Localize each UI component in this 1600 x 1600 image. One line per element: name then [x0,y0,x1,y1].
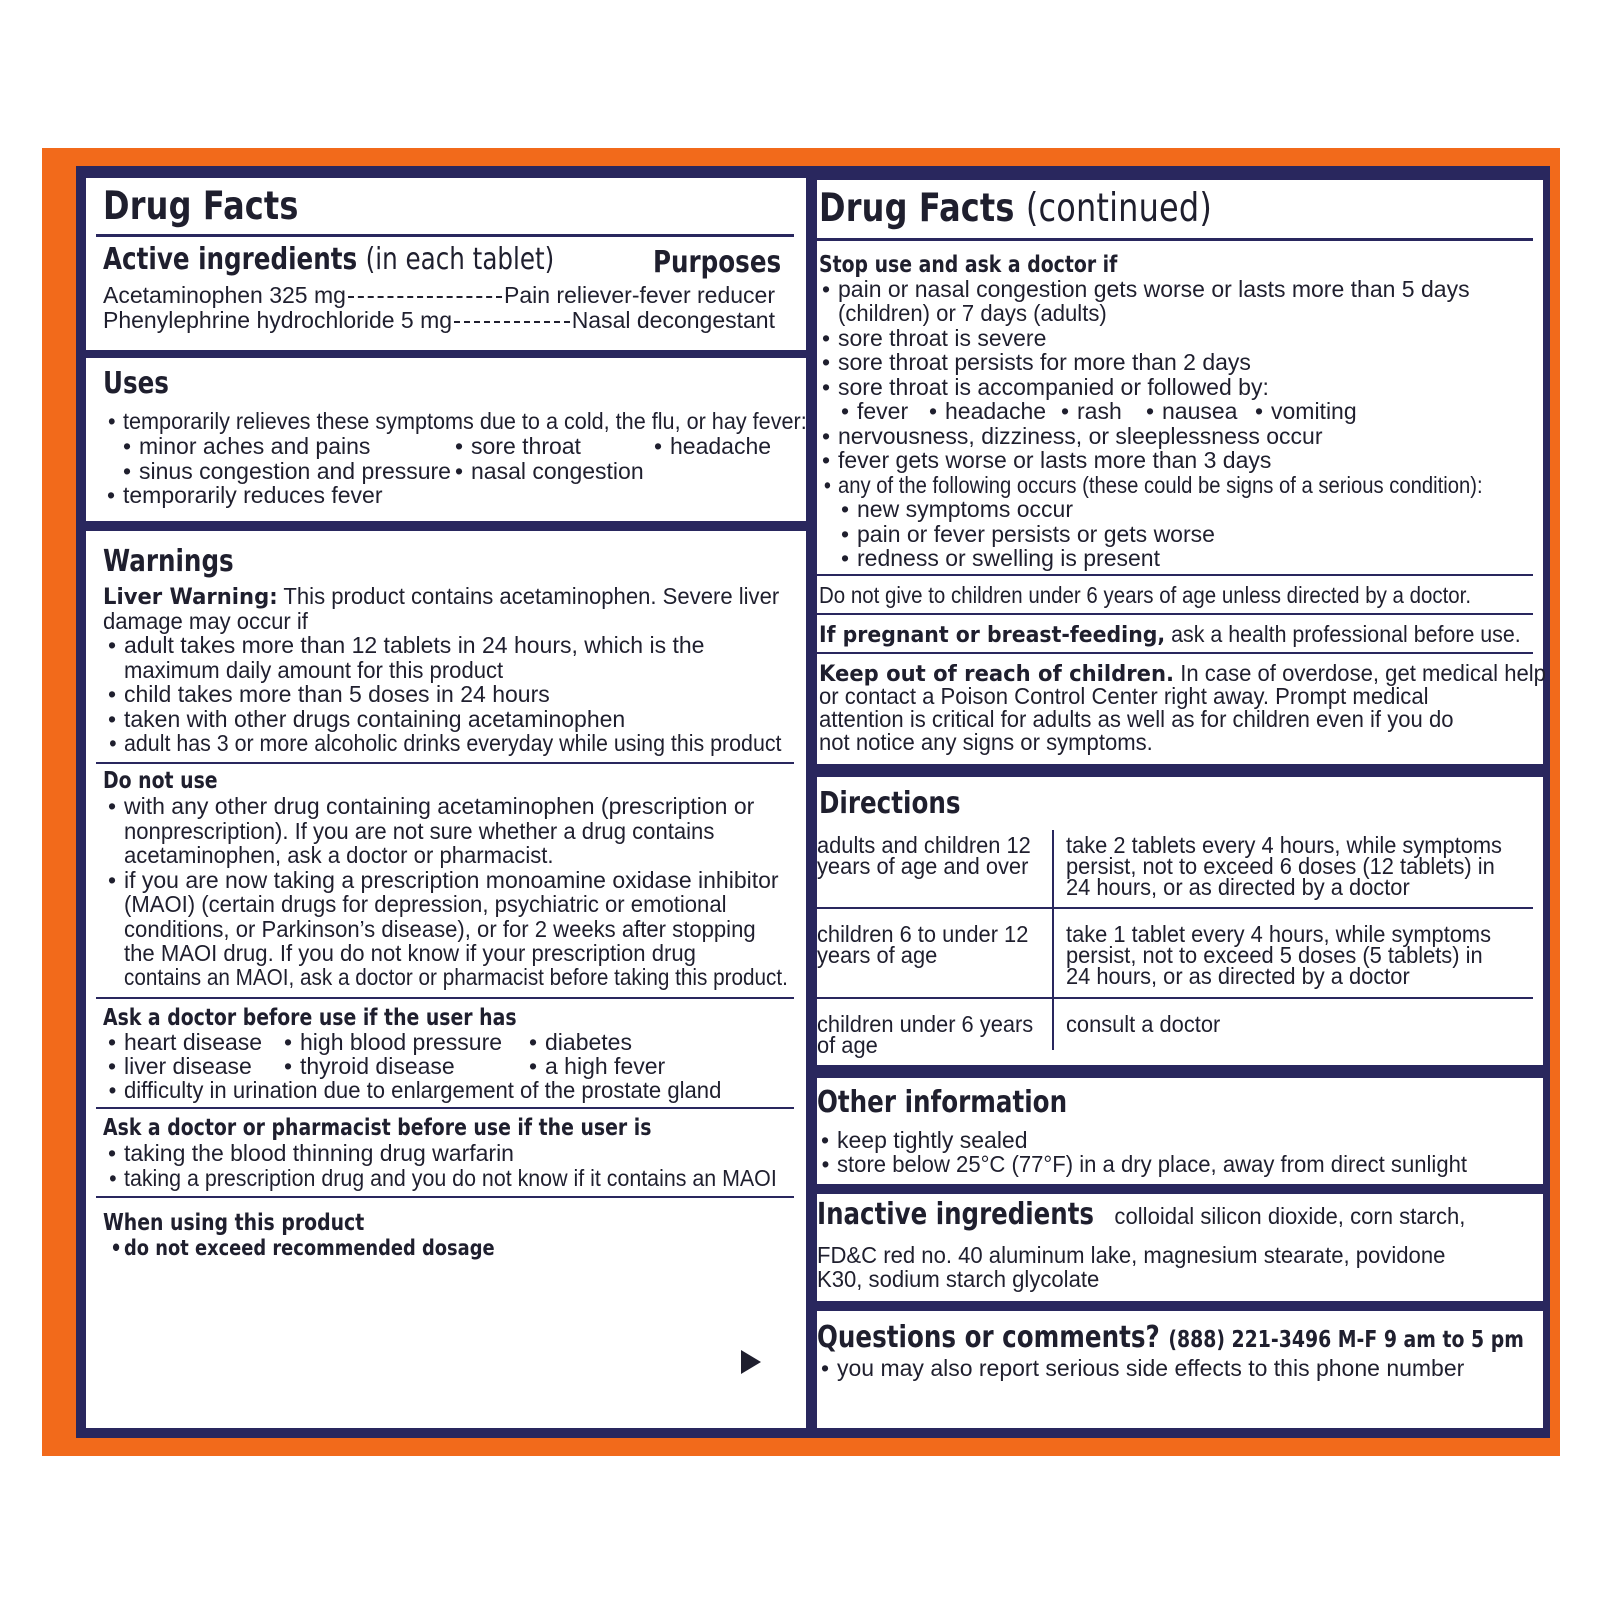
symptom-item: • headache [945,399,1046,423]
directions-dose: 24 hours, or as directed by a doctor [1066,874,1410,900]
directions-who: years of age and over [817,853,1029,879]
directions-who: children under 6 years [817,1011,1034,1037]
purposes-heading: Purposes [653,245,782,280]
ask-doctor-item: • diabetes [545,1030,632,1054]
uses-line: • temporarily reduces fever [123,483,383,507]
liver-item: • child takes more than 5 doses in 24 hours [124,682,550,706]
directions-who: children 6 to under 12 [817,921,1029,947]
drug-facts-continued-title: Drug Facts (continued) [819,186,1212,231]
divider [96,1107,794,1109]
section-divider-band [817,1301,1543,1311]
ask-pharmacist-heading: Ask a doctor or pharmacist before use if the user is [103,1115,652,1141]
serious-sign-item: • new symptoms occur [857,497,1073,521]
pregnant-warning: If pregnant or breast-feeding, ask a health professional before use. [819,621,1521,648]
drug-facts-title: Drug Facts [103,184,299,229]
directions-column-divider [1052,830,1054,1050]
table-divider [811,907,1533,909]
directions-heading: Directions [819,786,961,821]
children-note: Do not give to children under 6 years of age unless directed by a doctor. [819,582,1472,608]
directions-who: years of age [817,942,938,968]
inactive-ingredients: Inactive ingredients colloidal silicon dioxide, corn starch, [817,1197,1466,1232]
section-divider-band [817,1184,1543,1194]
liver-warning-cont: damage may occur if [103,608,308,634]
keep-out-of-reach: Keep out of reach of children. In case of overdose, get medical help [819,660,1546,687]
ingredient-row-acetaminophen: Acetaminophen 325 mg Pain reliever-fever reducer [103,282,775,308]
directions-dose: take 2 tablets every 4 hours, while symptoms [1066,832,1502,858]
liver-warning: Liver Warning: This product contains acetaminophen. Severe liver [103,583,780,610]
uses-sub-item: • sore throat [471,434,581,458]
do-not-use-item: • if you are now taking a prescription monoamine oxidase inhibitor [124,868,779,892]
keep-out-of-reach-cont: attention is critical for adults as well as for children even if you do [819,706,1454,732]
drug-facts-panel-left [86,178,806,1428]
stop-use-item: • sore throat is accompanied or followed by: [838,375,1269,399]
table-divider [811,997,1533,999]
directions-dose: persist, not to exceed 6 doses (12 tablets) in [1066,853,1495,879]
do-not-use-cont: acetaminophen, ask a doctor or pharmacist. [124,842,554,868]
directions-dose: 24 hours, or as directed by a doctor [1066,963,1410,989]
inactive-ingredients-cont: FD&C red no. 40 aluminum lake, magnesium stearate, povidone [817,1242,1446,1268]
ask-doctor-heading: Ask a doctor before use if the user has [103,1005,517,1031]
section-divider-band [86,350,806,358]
stop-use-item: • sore throat persists for more than 2 days [838,350,1251,374]
directions-dose: consult a doctor [1066,1011,1221,1037]
drug-facts-panel-right [817,180,1546,1428]
when-using-heading: When using this product [103,1210,365,1236]
other-information-heading: Other information [817,1085,1068,1120]
uses-heading: Uses [103,366,169,401]
do-not-use-cont: the MAOI drug. If you do not know if your prescription drug [124,940,696,966]
section-divider-band [86,521,806,531]
do-not-use-cont: conditions, or Parkinson’s disease), or for 2 weeks after stopping [124,916,756,942]
uses-line: • temporarily relieves these symptoms due to a cold, the flu, or hay fever: [123,409,807,433]
liver-item: • adult takes more than 12 tablets in 24 hours, which is the [124,633,704,657]
keep-out-of-reach-cont: not notice any signs or symptoms. [819,729,1153,755]
ask-doctor-item: • heart disease [124,1030,262,1054]
ask-doctor-item: • thyroid disease [300,1054,455,1078]
symptom-item: • vomiting [1271,399,1357,423]
warnings-heading: Warnings [103,544,234,579]
uses-sub-item: • nasal congestion [471,459,644,483]
active-ingredients-heading: Active ingredients (in each tablet) [103,242,555,277]
uses-sub-item: • sinus congestion and pressure [139,459,451,483]
stop-use-item: • sore throat is severe [838,326,1046,350]
liver-item: • adult has 3 or more alcoholic drinks everyday while using this product [124,731,781,755]
keep-out-of-reach-cont: or contact a Poison Control Center right away. Prompt medical [819,683,1429,709]
do-not-use-cont: contains an MAOI, ask a doctor or pharmacist before taking this product. [124,964,788,990]
liver-item-cont: maximum daily amount for this product [124,657,504,683]
section-divider-band [817,764,1543,777]
directions-dose: take 1 tablet every 4 hours, while symptoms [1066,921,1492,947]
do-not-use-item: • with any other drug containing acetaminophen (prescription or [124,794,754,818]
do-not-use-cont: (MAOI) (certain drugs for depression, psychiatric or emotional [124,891,727,917]
ask-doctor-item: • liver disease [124,1054,252,1078]
section-divider-band [817,1065,1543,1078]
stop-use-cont: (children) or 7 days (adults) [838,300,1107,326]
ask-doctor-item: • high blood pressure [300,1030,502,1054]
stop-use-heading: Stop use and ask a doctor if [819,252,1118,278]
questions-heading: Questions or comments? (888) 221-3496 M-F 9 am to 5 pm [817,1320,1524,1355]
stop-use-item: • pain or nasal congestion gets worse or lasts more than 5 days [838,277,1470,301]
divider [811,613,1533,615]
ask-pharmacist-item: • taking the blood thinning drug warfarin [124,1141,514,1165]
ask-pharmacist-item: • taking a prescription drug and you do not know if it contains an MAOI [124,1166,777,1190]
divider [96,762,794,764]
divider [96,1196,794,1198]
divider [811,238,1533,241]
divider [811,652,1533,654]
divider [96,997,794,999]
divider [96,234,794,237]
do-not-use-cont: nonprescription). If you are not sure whether a drug contains [124,818,715,844]
ask-doctor-item: • a high fever [545,1054,665,1078]
continue-arrow-icon [741,1350,761,1374]
other-info-item: • store below 25°C (77°F) in a dry place, away from direct sunlight [837,1152,1467,1176]
directions-who: of age [817,1032,878,1058]
inactive-ingredients-cont: K30, sodium starch glycolate [817,1266,1100,1292]
questions-note: • you may also report serious side effects to this phone number [837,1356,1464,1380]
divider [811,574,1533,576]
stop-use-item: • any of the following occurs (these could be signs of a serious condition): [838,473,1483,497]
liver-item: • taken with other drugs containing acetaminophen [124,707,625,731]
ingredient-row-phenylephrine: Phenylephrine hydrochloride 5 mg Nasal decongestant [103,307,775,333]
other-info-item: • keep tightly sealed [837,1128,1028,1152]
when-using-item: • do not exceed recommended dosage [124,1236,495,1260]
uses-sub-item: • headache [670,434,771,458]
do-not-use-heading: Do not use [103,768,218,794]
directions-who: adults and children 12 [817,832,1031,858]
serious-sign-item: • redness or swelling is present [857,546,1160,570]
serious-sign-item: • pain or fever persists or gets worse [857,522,1215,546]
symptom-item: • nausea [1162,399,1237,423]
stop-use-item: • nervousness, dizziness, or sleeplessness occur [838,424,1323,448]
symptom-item: • fever [857,399,908,423]
ask-doctor-item: • difficulty in urination due to enlargement of the prostate gland [124,1078,721,1102]
symptom-item: • rash [1077,399,1122,423]
directions-dose: persist, not to exceed 5 doses (5 tablets) in [1066,942,1483,968]
stop-use-item: • fever gets worse or lasts more than 3 days [838,448,1271,472]
uses-sub-item: • minor aches and pains [139,434,370,458]
